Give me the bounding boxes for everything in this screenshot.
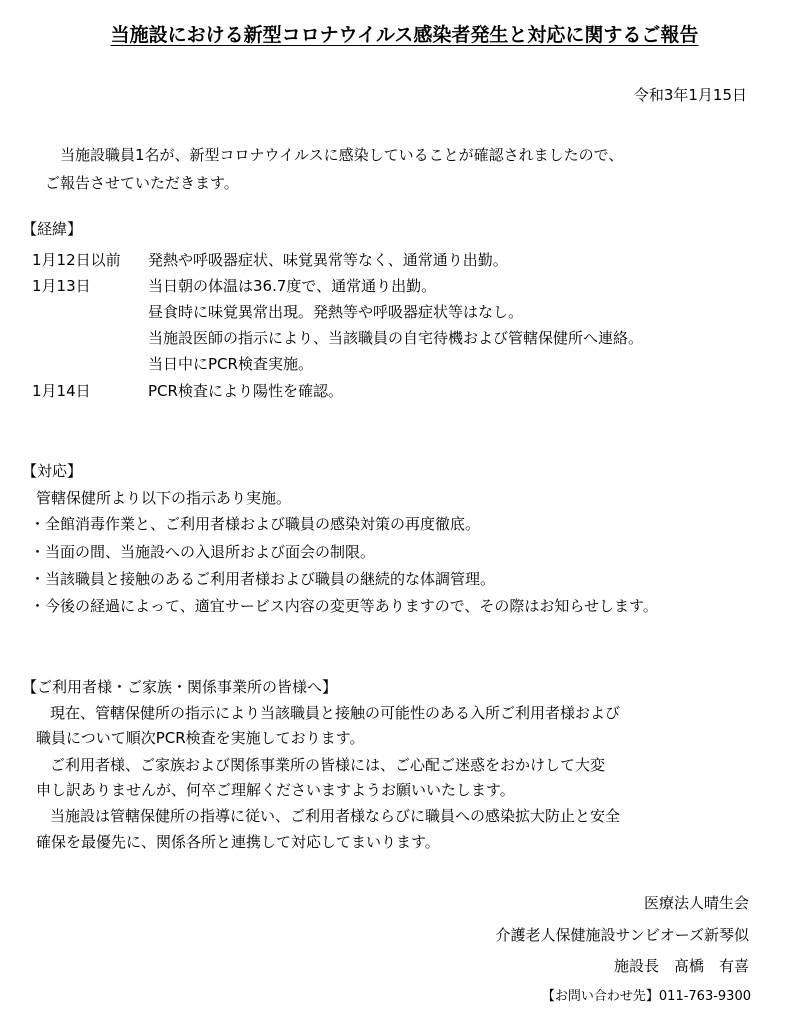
response-item-2: ・当面の間、当施設への入退所および面会の制限。: [30, 543, 376, 561]
timeline-text-2-1: 当日朝の体温は36.7度で、通常通り出勤。: [148, 277, 437, 295]
signature-director: 施設長 髙橋 有喜: [613, 957, 749, 975]
timeline-date-3: 1月14日: [32, 382, 91, 400]
intro-line-1: 当施設職員1名が、新型コロナウイルスに感染していることが確認されましたので、: [60, 146, 624, 164]
response-item-4: ・今後の経過によって、適宜サービス内容の変更等ありますので、その際はお知らせします。: [30, 597, 658, 615]
signature-facility: 介護老人保健施設サンビオーズ新琴似: [495, 926, 749, 944]
response-heading: 【対応】: [22, 462, 83, 480]
message-heading: 【ご利用者様・ご家族・関係事業所の皆様へ】: [22, 678, 338, 696]
response-item-1: ・全館消毒作業と、ご利用者様および職員の感染対策の再度徹底。: [30, 515, 481, 533]
message-line-2: 職員について順次PCR検査を実施しております。: [36, 729, 365, 747]
contact-info: 【お問い合わせ先】011-763-9300: [541, 989, 751, 1004]
message-line-6: 確保を最優先に、関係各所と連携して対応してまいります。: [36, 833, 440, 851]
response-item-3: ・当該職員と接触のあるご利用者様および職員の継続的な体調管理。: [30, 570, 496, 588]
timeline-heading: 【経緯】: [22, 220, 83, 238]
message-line-3: ご利用者様、ご家族および関係事業所の皆様には、ご心配ご迷惑をおかけして大変: [50, 756, 606, 774]
signature-org: 医療法人晴生会: [643, 894, 749, 912]
message-line-5: 当施設は管轄保健所の指導に従い、ご利用者様ならびに職員への感染拡大防止と安全: [50, 807, 621, 825]
intro-line-2: ご報告させていただきます。: [45, 174, 239, 192]
response-lead: 管轄保健所より以下の指示あり実施。: [36, 489, 292, 507]
timeline-date-2: 1月13日: [32, 277, 91, 295]
timeline-text-2-3: 当施設医師の指示により、当該職員の自宅待機および管轄保健所へ連絡。: [148, 329, 644, 347]
document-date: 令和3年1月15日: [633, 86, 747, 104]
timeline-text-2-2: 昼食時に味覚異常出現。発熱等や呼吸器症状等はなし。: [148, 303, 524, 321]
document-title: 当施設における新型コロナウイルス感染者発生と対応に関するご報告: [110, 24, 699, 46]
timeline-text-1-1: 発熱や呼吸器症状、味覚異常等なく、通常通り出勤。: [148, 251, 508, 269]
timeline-date-1: 1月12日以前: [32, 251, 121, 269]
message-line-1: 現在、管轄保健所の指示により当該職員と接触の可能性のある入所ご利用者様および: [50, 704, 621, 722]
timeline-text-2-4: 当日中にPCR検査実施。: [148, 355, 313, 373]
message-line-4: 申し訳ありませんが、何卒ご理解くださいますようお願いいたします。: [36, 781, 515, 799]
timeline-text-3-1: PCR検査により陽性を確認。: [148, 382, 343, 400]
